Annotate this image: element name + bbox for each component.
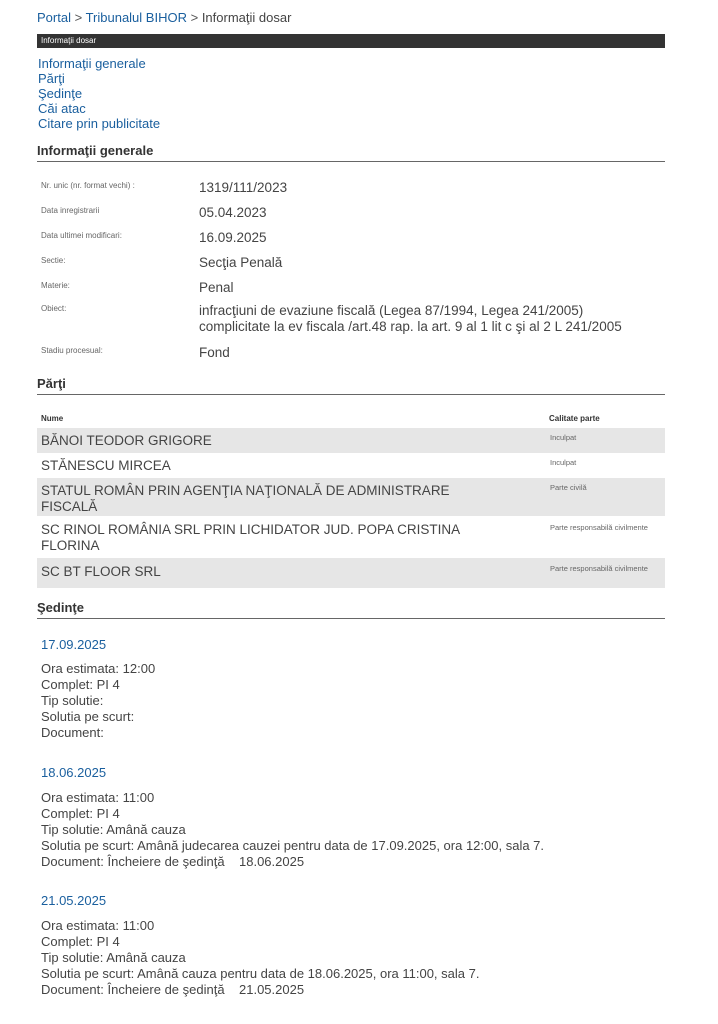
- section-nav: [38, 56, 160, 131]
- session-document-link[interactable]: Document: Încheiere de şedinţă 18.06.2025: [41, 854, 305, 869]
- session-date: 17.09.2025: [41, 637, 107, 652]
- session-date: 18.06.2025: [41, 765, 107, 780]
- section-title-informatii-generale: Informaţii generale: [37, 143, 665, 162]
- info-label: Sectie:: [41, 256, 66, 265]
- session-details: [41, 661, 155, 741]
- breadcrumb: [37, 10, 291, 25]
- column-header-calitate-parte: Calitate parte: [549, 414, 600, 423]
- party-row: [37, 428, 665, 453]
- party-role: Parte responsabilă civilmente: [550, 564, 648, 573]
- info-value: Fond: [199, 345, 230, 360]
- nav-link-citare-prin-publicitate[interactable]: Citare prin publicitate: [38, 116, 161, 131]
- breadcrumb-portal-link[interactable]: Portal: [37, 10, 71, 25]
- session-complet: Complet: PI 4: [41, 934, 120, 949]
- session-ora: Ora estimata: 11:00: [41, 790, 155, 805]
- party-name: SC RINOL ROMÂNIA SRL PRIN LICHIDATOR JUD. POPA CRISTINA FLORINA: [41, 522, 460, 553]
- column-header-nume: Nume: [41, 414, 64, 423]
- info-value-line2: complicitate la ev fiscala /art.48 rap. la art. 9 al 1 lit c şi al 2 L 241/2005: [199, 319, 622, 334]
- party-name: STATUL ROMÂN PRIN AGENŢIA NAŢIONALĂ DE ADMINISTRARE FISCALĂ: [41, 483, 450, 514]
- info-label: Data inregistrarii: [41, 206, 100, 215]
- section-title-parti: Părţi: [37, 376, 665, 395]
- party-name: BĂNOI TEODOR GRIGORE: [41, 433, 212, 448]
- session-ora: Ora estimata: 12:00: [41, 661, 156, 676]
- info-value: 05.04.2023: [199, 205, 267, 220]
- party-role: Inculpat: [550, 458, 577, 467]
- session-solutia: Solutia pe scurt: Amână cauza pentru data de 18.06.2025, ora 11:00, sala 7.: [41, 966, 480, 981]
- session-solutia: Solutia pe scurt:: [41, 709, 135, 724]
- session-complet: Complet: PI 4: [41, 806, 120, 821]
- info-label: Data ultimei modificari:: [41, 231, 122, 240]
- info-value: Penal: [199, 280, 234, 295]
- breadcrumb-current: Informaţii dosar: [201, 10, 292, 25]
- breadcrumb-court-link[interactable]: Tribunalul BIHOR: [85, 10, 187, 25]
- party-role: Parte civilă: [550, 483, 587, 492]
- party-row: [37, 558, 665, 588]
- party-row: [37, 478, 665, 516]
- party-row: [37, 516, 665, 558]
- party-role: Inculpat: [550, 433, 577, 442]
- parti-table-header: [41, 414, 665, 423]
- session-solutia: Solutia pe scurt: Amână judecarea cauzei pentru data de 17.09.2025, ora 12:00, sala 7.: [41, 838, 545, 853]
- info-value: Secţia Penală: [199, 255, 283, 270]
- session-tip-solutie: Tip solutie:: [41, 693, 104, 708]
- party-name: STĂNESCU MIRCEA: [41, 458, 171, 473]
- party-row: [37, 453, 665, 478]
- nav-link-informatii-generale[interactable]: Informaţii generale: [38, 56, 146, 71]
- session-ora: Ora estimata: 11:00: [41, 918, 155, 933]
- info-label: Materie:: [41, 281, 70, 290]
- session-document-link[interactable]: Document: Încheiere de şedinţă 21.05.2025: [41, 982, 305, 997]
- breadcrumb-separator: >: [190, 10, 199, 25]
- session-tip-solutie: Tip solutie: Amână cauza: [41, 950, 186, 965]
- session-tip-solutie: Tip solutie: Amână cauza: [41, 822, 186, 837]
- party-name: SC BT FLOOR SRL: [41, 564, 161, 579]
- session-document: Document:: [41, 725, 104, 740]
- session-complet: Complet: PI 4: [41, 677, 120, 692]
- session-details: [41, 918, 479, 998]
- nav-link-sedinte[interactable]: Şedinţe: [38, 86, 83, 101]
- info-value-line1: infracţiuni de evaziune fiscală (Legea 87/1994, Legea 241/2005): [199, 303, 584, 318]
- info-label: Nr. unic (nr. format vechi) :: [41, 181, 135, 190]
- header-bar: Informaţii dosar: [37, 34, 665, 48]
- party-role: Parte responsabilă civilmente: [550, 523, 648, 532]
- nav-link-parti[interactable]: Părţi: [38, 71, 65, 86]
- info-value: 1319/111/2023: [199, 180, 288, 195]
- breadcrumb-separator: >: [74, 10, 83, 25]
- section-title-sedinte: Şedinţe: [37, 600, 665, 619]
- info-label: Stadiu procesual:: [41, 346, 103, 355]
- info-label: Obiect:: [41, 304, 67, 313]
- session-date: 21.05.2025: [41, 893, 107, 908]
- info-value: 16.09.2025: [199, 230, 267, 245]
- nav-link-cai-atac[interactable]: Căi atac: [38, 101, 86, 116]
- session-details: [41, 790, 544, 870]
